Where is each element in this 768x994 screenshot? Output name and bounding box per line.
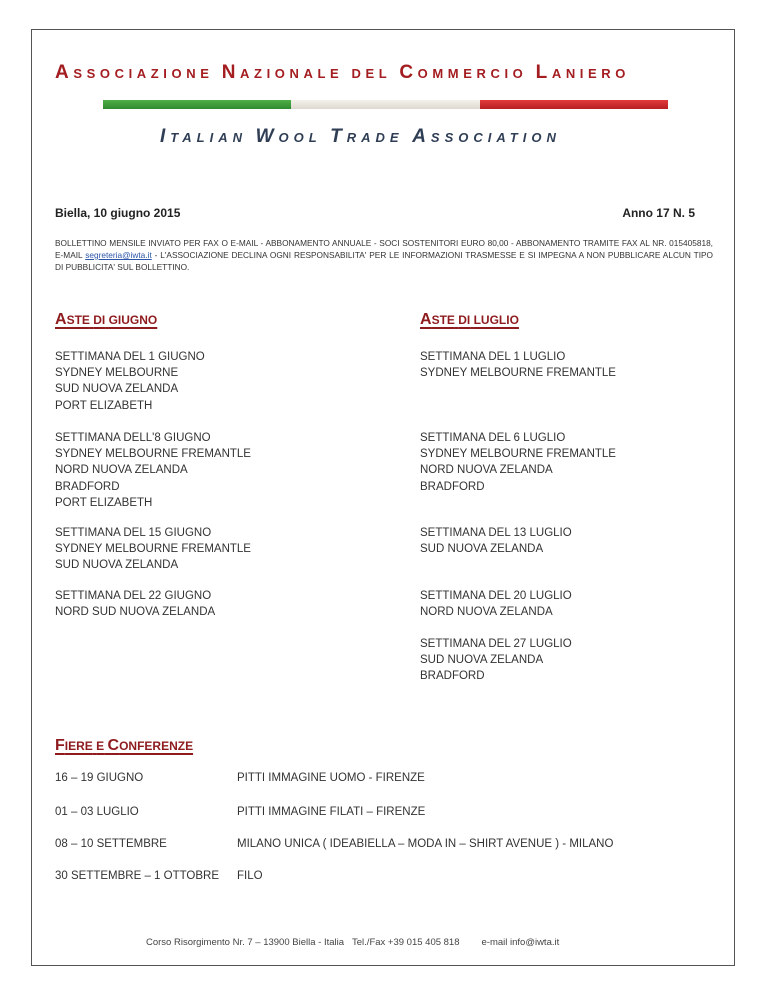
ag-t2: GIUGNO	[108, 313, 158, 327]
week-line: SUD NUOVA ZELANDA	[55, 559, 179, 572]
week-line: SETTIMANA DEL 13 LUGLIO	[420, 527, 572, 539]
week-line: SETTIMANA DEL 22 GIUGNO	[55, 590, 212, 602]
footer-email: e-mail info@iwta.it	[481, 937, 560, 948]
org-it-w0-cap: A	[55, 62, 74, 83]
week-line: BRADFORD	[55, 480, 120, 493]
fc-t2-rest: ONFERENZE	[119, 739, 194, 753]
week-line: SETTIMANA DELL'8 GIUGNO	[55, 432, 211, 444]
footer-phone: Tel./Fax +39 015 405 818	[352, 937, 460, 948]
org-en-w3-cap: A	[412, 126, 431, 147]
week-line: BRADFORD	[420, 480, 485, 493]
al-t0-cap: A	[420, 311, 432, 328]
event-name: FILO	[237, 870, 263, 882]
italian-flag-bar	[103, 100, 668, 109]
org-it-w4-cap: L	[535, 62, 552, 83]
org-en-w3-rest: SSOCIATION	[430, 130, 561, 145]
notice-text-before: BOLLETTINO MENSILE INVIATO PER FAX O E-MAIL - ABBONAMENTO ANNUALE - SOCI SOSTENITORI EURO 80,00 - ABBONAMENTO TRAMITE FAX AL NR. 015405818, E-MAIL	[55, 238, 713, 260]
footer-address: Corso Risorgimento Nr. 7 – 13900 Biella - Italia	[146, 937, 345, 948]
org-it-w1-cap: N	[221, 62, 241, 83]
week-line: SYDNEY MELBOURNE FREMANTLE	[55, 448, 251, 461]
week-line: PORT ELIZABETH	[55, 496, 153, 509]
week-line: SUD NUOVA ZELANDA	[55, 383, 179, 396]
aste-giugno-week-1	[55, 349, 205, 414]
aste-giugno-week-3	[55, 525, 251, 574]
subscription-notice	[55, 237, 713, 273]
flag-green-stripe	[103, 100, 291, 109]
aste-giugno-title	[55, 311, 157, 329]
event-date: 08 – 10 SETTEMBRE	[55, 838, 167, 850]
week-line: NORD SUD NUOVA ZELANDA	[55, 606, 216, 619]
week-line: SUD NUOVA ZELANDA	[420, 543, 544, 556]
event-date: 01 – 03 LUGLIO	[55, 806, 139, 818]
ag-t0-cap: A	[55, 311, 67, 328]
notice-email-link[interactable]: segreteria@iwta.it	[85, 250, 152, 260]
issue-number: Anno 17 N. 5	[622, 206, 695, 220]
week-line: SETTIMANA DEL 27 LUGLIO	[420, 638, 572, 650]
flag-red-stripe	[480, 100, 668, 109]
al-t1: DI	[458, 313, 471, 327]
org-it-w0-rest: SSOCIAZIONE	[73, 66, 214, 81]
association-name-italian	[55, 62, 725, 84]
week-line: SYDNEY MELBOURNE FREMANTLE	[420, 367, 616, 380]
dateline: Biella, 10 giugno 2015	[55, 206, 181, 220]
week-line: SETTIMANA DEL 1 LUGLIO	[420, 351, 566, 363]
week-line: SETTIMANA DEL 15 GIUGNO	[55, 527, 212, 539]
event-name: MILANO UNICA ( IDEABIELLA – MODA IN – SHIRT AVENUE ) - MILANO	[237, 838, 614, 850]
org-en-w0-rest: TALIAN	[170, 130, 247, 145]
week-line: SYDNEY MELBOURNE FREMANTLE	[420, 448, 616, 461]
event-date: 30 SETTEMBRE – 1 OTTOBRE	[55, 870, 220, 882]
org-it-w3-rest: OMMERCIO	[417, 66, 528, 81]
flag-white-stripe	[291, 100, 479, 109]
fc-t0-cap: F	[55, 737, 65, 754]
aste-luglio-week-4	[420, 588, 572, 620]
week-line: SYDNEY MELBOURNE	[55, 367, 179, 380]
week-line: SUD NUOVA ZELANDA	[420, 654, 544, 667]
org-en-w0-cap: I	[160, 126, 171, 147]
aste-luglio-week-2	[420, 430, 616, 495]
aste-luglio-week-3	[420, 525, 572, 557]
aste-luglio-title	[420, 311, 519, 329]
week-line: SETTIMANA DEL 20 LUGLIO	[420, 590, 572, 602]
org-en-w1-rest: OOL	[278, 130, 322, 145]
org-it-w3-cap: C	[399, 62, 418, 83]
aste-luglio-week-1	[420, 349, 616, 381]
al-t0-rest: STE	[431, 313, 455, 327]
al-t2: LUGLIO	[473, 313, 519, 327]
ag-t1: DI	[93, 313, 106, 327]
week-line: PORT ELIZABETH	[55, 399, 153, 412]
notice-text-after: - L'ASSOCIAZIONE DECLINA OGNI RESPONSABILITA' PER LE INFORMAZIONI TRASMESSE E SI IMPEGNA A NON PUBBLICARE ALCUN TIPO DI PUBBLICITA' SUL BOLLETTINO.	[55, 250, 713, 272]
event-date: 16 – 19 GIUGNO	[55, 772, 144, 784]
week-line: SETTIMANA DEL 1 GIUGNO	[55, 351, 205, 363]
aste-luglio-week-5	[420, 636, 572, 685]
org-en-w1-cap: W	[255, 126, 279, 147]
event-name: PITTI IMMAGINE FILATI – FIRENZE	[237, 806, 426, 818]
week-line: SYDNEY MELBOURNE FREMANTLE	[55, 543, 251, 556]
fc-t2-cap: C	[107, 737, 120, 754]
week-line: NORD NUOVA ZELANDA	[55, 464, 188, 477]
fc-t1: E	[96, 739, 105, 753]
org-it-w1-rest: AZIONALE	[240, 66, 344, 81]
org-it-w4-rest: ANIERO	[551, 66, 630, 81]
org-en-w2-cap: T	[330, 126, 347, 147]
aste-giugno-week-4	[55, 588, 215, 620]
org-it-w2-rest: DEL	[351, 66, 392, 81]
footer-contact	[146, 937, 559, 948]
fc-t0-rest: IERE	[64, 739, 93, 753]
aste-giugno-week-2	[55, 430, 251, 511]
org-en-w2-rest: RADE	[346, 130, 404, 145]
week-line: NORD NUOVA ZELANDA	[420, 464, 553, 477]
week-line: NORD NUOVA ZELANDA	[420, 606, 553, 619]
fiere-conferenze-title	[55, 737, 193, 755]
week-line: BRADFORD	[420, 670, 485, 683]
week-line: SETTIMANA DEL 6 LUGLIO	[420, 432, 566, 444]
ag-t0-rest: STE	[66, 313, 90, 327]
association-name-english	[160, 126, 561, 148]
event-name: PITTI IMMAGINE UOMO - FIRENZE	[237, 772, 425, 784]
